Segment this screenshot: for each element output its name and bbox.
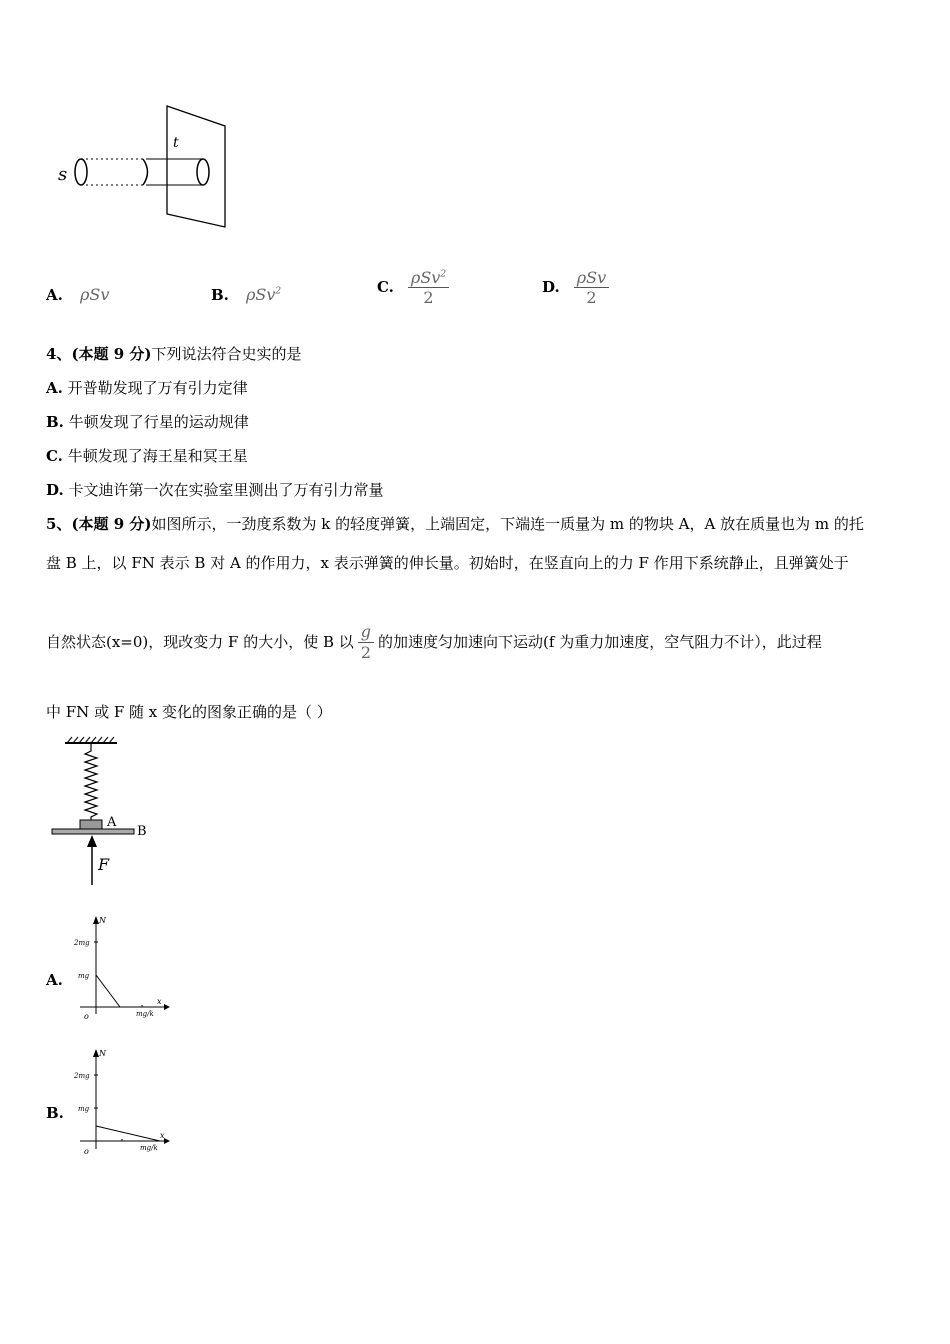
q3-option-b[interactable]: B. ρSv$^2$ <box>211 285 282 304</box>
x-axis-arrow <box>164 1138 170 1144</box>
q3-option-c[interactable]: C. $\frac{\rho Sv^2}{2}$ <box>377 262 449 312</box>
y-label: N <box>99 916 106 925</box>
force-arrow-head <box>87 835 97 847</box>
q4-option-a[interactable]: A. 开普勒发现了万有引力定律 <box>46 379 248 397</box>
y-tick-2mg: 2mg <box>74 1072 90 1080</box>
q4-option-c[interactable]: C. 牛顿发现了海王星和冥王星 <box>46 447 248 465</box>
q5-line-3: 自然状态(x=0)，现改变力 F 的大小，使 B 以 $\frac{g}{2}$ 的加速度匀加速向下运动(f 为重力加速度，空气阻力不计），此过程 <box>46 621 822 662</box>
q4-option-b[interactable]: B. 牛顿发现了行星的运动规律 <box>46 413 249 431</box>
graph-option-b-label[interactable]: B. <box>46 1104 64 1122</box>
label-f: F <box>98 855 110 874</box>
y-tick-mg: mg <box>78 972 90 980</box>
y-tick-2mg: 2mg <box>74 939 90 947</box>
pipe-figure <box>55 100 235 235</box>
q5-line-2: 盘 B 上，以 FN 表示 B 对 A 的作用力，x 表示弹簧的伸长量。初始时，在竖直向上的力 F 作用下系统静止，且弹簧处于 <box>46 554 849 572</box>
spring <box>85 743 97 820</box>
graph-line <box>96 975 120 1007</box>
plate <box>167 106 225 227</box>
origin-label: o <box>84 1147 89 1156</box>
q5-line-1: 5、(本题 9 分)如图所示，一劲度系数为 k 的轻度弹簧，上端固定，下端连一质量为 m 的物块 A，A 放在质量也为 m 的托 <box>46 515 864 533</box>
label-a: A <box>107 815 117 830</box>
x-axis-arrow <box>164 1004 170 1010</box>
graph-option-a[interactable] <box>70 912 180 1024</box>
pipe-left-end <box>75 159 87 185</box>
x-label: x <box>160 1131 165 1140</box>
label-b: B <box>137 824 147 839</box>
q3-option-a[interactable]: A. ρSv <box>46 285 110 304</box>
q5-g-over-2: $\frac{g}{2}$ <box>358 622 374 663</box>
graph-option-a-label[interactable]: A. <box>46 971 63 989</box>
x-label: x <box>157 997 162 1006</box>
y-tick-mg: mg <box>78 1105 90 1113</box>
label-s: s <box>58 164 68 185</box>
y-label: N <box>99 1049 106 1058</box>
tray-b <box>52 829 134 834</box>
graph-line <box>96 1126 160 1141</box>
q4-option-d[interactable]: D. 卡文迪许第一次在实验室里测出了万有引力常量 <box>46 481 384 499</box>
pipe-right-end <box>197 159 209 185</box>
block-a <box>80 820 102 829</box>
q3-option-d[interactable]: D. $\frac{\text{ρSv}}{2}$ <box>542 262 609 312</box>
x-tick-mgk: mg/k <box>136 1010 154 1018</box>
origin-label: o <box>84 1012 89 1021</box>
pipe-middle-section <box>143 159 148 185</box>
label-t: t <box>173 135 179 151</box>
spring-figure <box>45 735 160 890</box>
q3-option-d-fraction: $\frac{\text{ρSv}}{2}$ <box>574 268 609 307</box>
q5-line-4: 中 FN 或 F 随 x 变化的图象正确的是（ ） <box>46 703 332 721</box>
q3-option-a-expr: ρSv <box>79 285 110 304</box>
q3-option-c-fraction: $\frac{\rho Sv^2}{2}$ <box>408 268 449 307</box>
x-tick-mgk: mg/k <box>140 1144 158 1152</box>
q3-option-b-expr: ρSv <box>246 285 276 304</box>
q4-stem: 4、(本题 9 分)下列说法符合史实的是 <box>46 345 302 363</box>
graph-option-b[interactable] <box>70 1045 180 1157</box>
